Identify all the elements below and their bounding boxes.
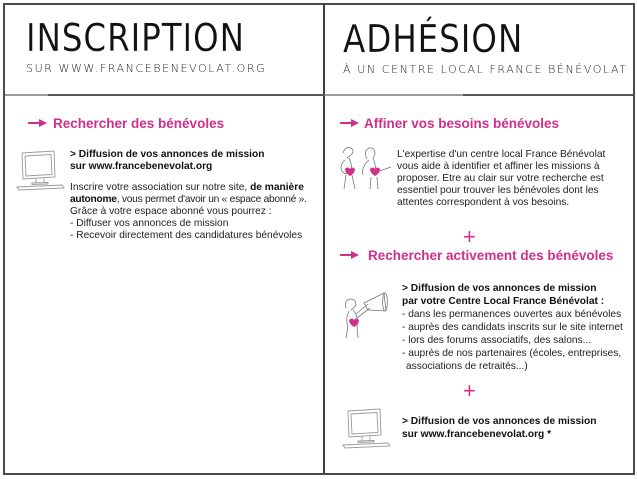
body-line: vous aide à identifier et affiner les missions à	[397, 161, 600, 172]
body-line: essentiel pour trouver les bénévoles dont les	[397, 185, 599, 196]
bullet-item: - Diffuser vos annonces de mission	[70, 218, 229, 229]
body-line: proposer. Etre au clair sur votre recherche est	[397, 173, 604, 184]
section-heading-affiner: Affiner vos besoins bénévoles	[364, 116, 560, 131]
body-line: autonome, vous permet d'avoir un « espace abonné ».	[70, 194, 307, 205]
bullet-item: - lors des forums associatifs, des salons...	[402, 335, 592, 346]
bullet-item: - dans les permanences ouvertes aux bénévoles	[402, 309, 622, 320]
adhesion-title: ADHÉSION	[343, 17, 524, 61]
arrow-right-icon	[339, 250, 361, 260]
section-heading-rechercher: Rechercher des bénévoles	[53, 116, 225, 131]
arrow-right-icon	[27, 118, 49, 128]
item-title: > Diffusion de vos annonces de mission	[402, 416, 597, 427]
header-divider	[5, 94, 633, 96]
arrow-right-icon	[339, 118, 361, 128]
item-title-centre: par votre Centre Local France Bénévolat :	[402, 296, 605, 307]
body-line: Inscrire votre association sur notre site, de manière	[70, 182, 304, 193]
bullet-item: associations de retraités...)	[406, 361, 528, 372]
plus-icon: +	[463, 224, 476, 249]
inscription-title: INSCRIPTION	[26, 16, 245, 60]
inscription-subtitle: SUR WWW.FRANCEBENEVOLAT.ORG	[26, 62, 267, 75]
item-title-url: sur www.francebenevolat.org *	[402, 429, 552, 440]
item-title-url: sur www.francebenevolat.org	[70, 161, 213, 172]
item-title: > Diffusion de vos annonces de mission	[402, 283, 597, 294]
body-line: L'expertise d'un centre local France Bénévolat	[397, 149, 606, 160]
item-title: > Diffusion de vos annonces de mission	[70, 149, 265, 160]
section-heading-rechercher-activement: Rechercher activement des bénévoles	[368, 248, 614, 263]
bullet-item: - Recevoir directement des candidatures bénévoles	[70, 230, 303, 241]
two-people-heart-icon	[333, 145, 397, 193]
monitor-icon	[340, 408, 392, 450]
column-divider	[323, 5, 325, 473]
bullet-item: - auprès de nos partenaires (écoles, entreprises,	[402, 348, 622, 359]
body-line: Grâce à votre espace abonné vous pourrez :	[70, 206, 272, 217]
bullet-item: - auprès des candidats inscrits sur le site internet	[402, 322, 623, 333]
monitor-icon	[14, 150, 66, 192]
megaphone-person-icon	[340, 290, 396, 340]
adhesion-subtitle: À UN CENTRE LOCAL FRANCE BÉNÉVOLAT	[343, 63, 628, 76]
body-line: attentes correspondent à vos besoins.	[397, 197, 570, 208]
plus-icon: +	[463, 378, 476, 403]
